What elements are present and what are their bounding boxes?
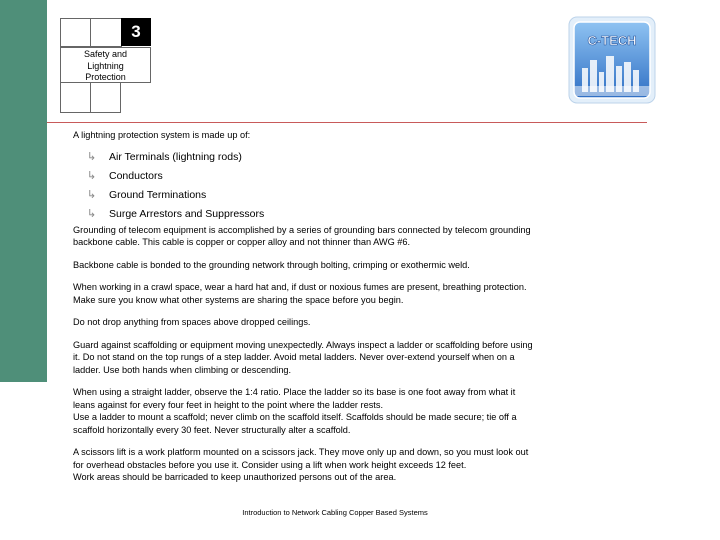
paragraph-crawl-space: When working in a crawl space, wear a hard hat and, if dust or noxious fumes are present, breathing protection. Make sure you know what other systems are sharing the space before you begin. [73,282,527,305]
main-content [73,129,583,484]
list-item [87,148,583,167]
grid-box [60,18,91,47]
chapter-title: Safety and Lightning Protection [60,47,151,83]
grid-box [60,82,91,113]
footer-text: Introduction to Network Cabling Copper Based Systems [242,508,428,517]
intro-text: A lightning protection system is made up of: [73,130,251,140]
grid-box [90,18,122,47]
arrow-bullet-icon: ↳ [87,188,97,201]
list-item-label: Surge Arrestors and Suppressors [109,207,265,220]
paragraph-dropped-ceilings: Do not drop anything from spaces above dropped ceilings. [73,317,311,327]
arrow-bullet-icon: ↳ [87,207,97,220]
c-tech-logo [568,16,656,104]
component-list [87,148,583,224]
list-item [87,205,583,224]
list-item [87,186,583,205]
chapter-number: 3 [121,18,151,46]
list-item [87,167,583,186]
paragraph-backbone: Backbone cable is bonded to the grounding network through bolting, crimping or exothermic weld. [73,259,470,270]
list-item-label: Conductors [109,169,163,182]
grid-box [90,82,121,113]
paragraph-ladder: When using a straight ladder, observe the 1:4 ratio. Place the ladder so its base is one foot away from what it leans against for every four feet in height to the point where the ladder rests. Use a ladder to mount a scaffold; never climb on the scaffold itself. Scaffolds should be made secure; tie off a scaffold horizontally every 30 feet. Never structurally alter a scaffold. [73,387,517,435]
sidebar-bar [0,0,47,382]
paragraph-scaffolding: Guard against scaffolding or equipment moving unexpectedly. Always inspect a ladder or scaffolding before using it. Do not stand on the top rungs of a step ladder. Avoid metal ladders. Never over-extend yourself when on a ladder. Use both hands when climbing or descending. [73,339,533,375]
list-item-label: Air Terminals (lightning rods) [109,150,242,163]
list-item-label: Ground Terminations [109,188,207,201]
paragraph-grounding: Grounding of telecom equipment is accomplished by a series of grounding bars connected by telecom grounding backbone cable. This cable is copper or copper alloy and not thinner than AWG #6. [73,224,531,247]
arrow-bullet-icon: ↳ [87,169,97,182]
divider-rule [47,122,647,123]
arrow-bullet-icon: ↳ [87,150,97,163]
logo-text: C-TECH [587,33,637,48]
paragraph-scissors-lift: A scissors lift is a work platform mounted on a scissors jack. They move only up and down, so you must look out for overhead obstacles before you use it. Consider using a lift when work height exceeds 12 feet. Work areas should be barricaded to keep unauthorized persons out of the area. [73,447,529,482]
